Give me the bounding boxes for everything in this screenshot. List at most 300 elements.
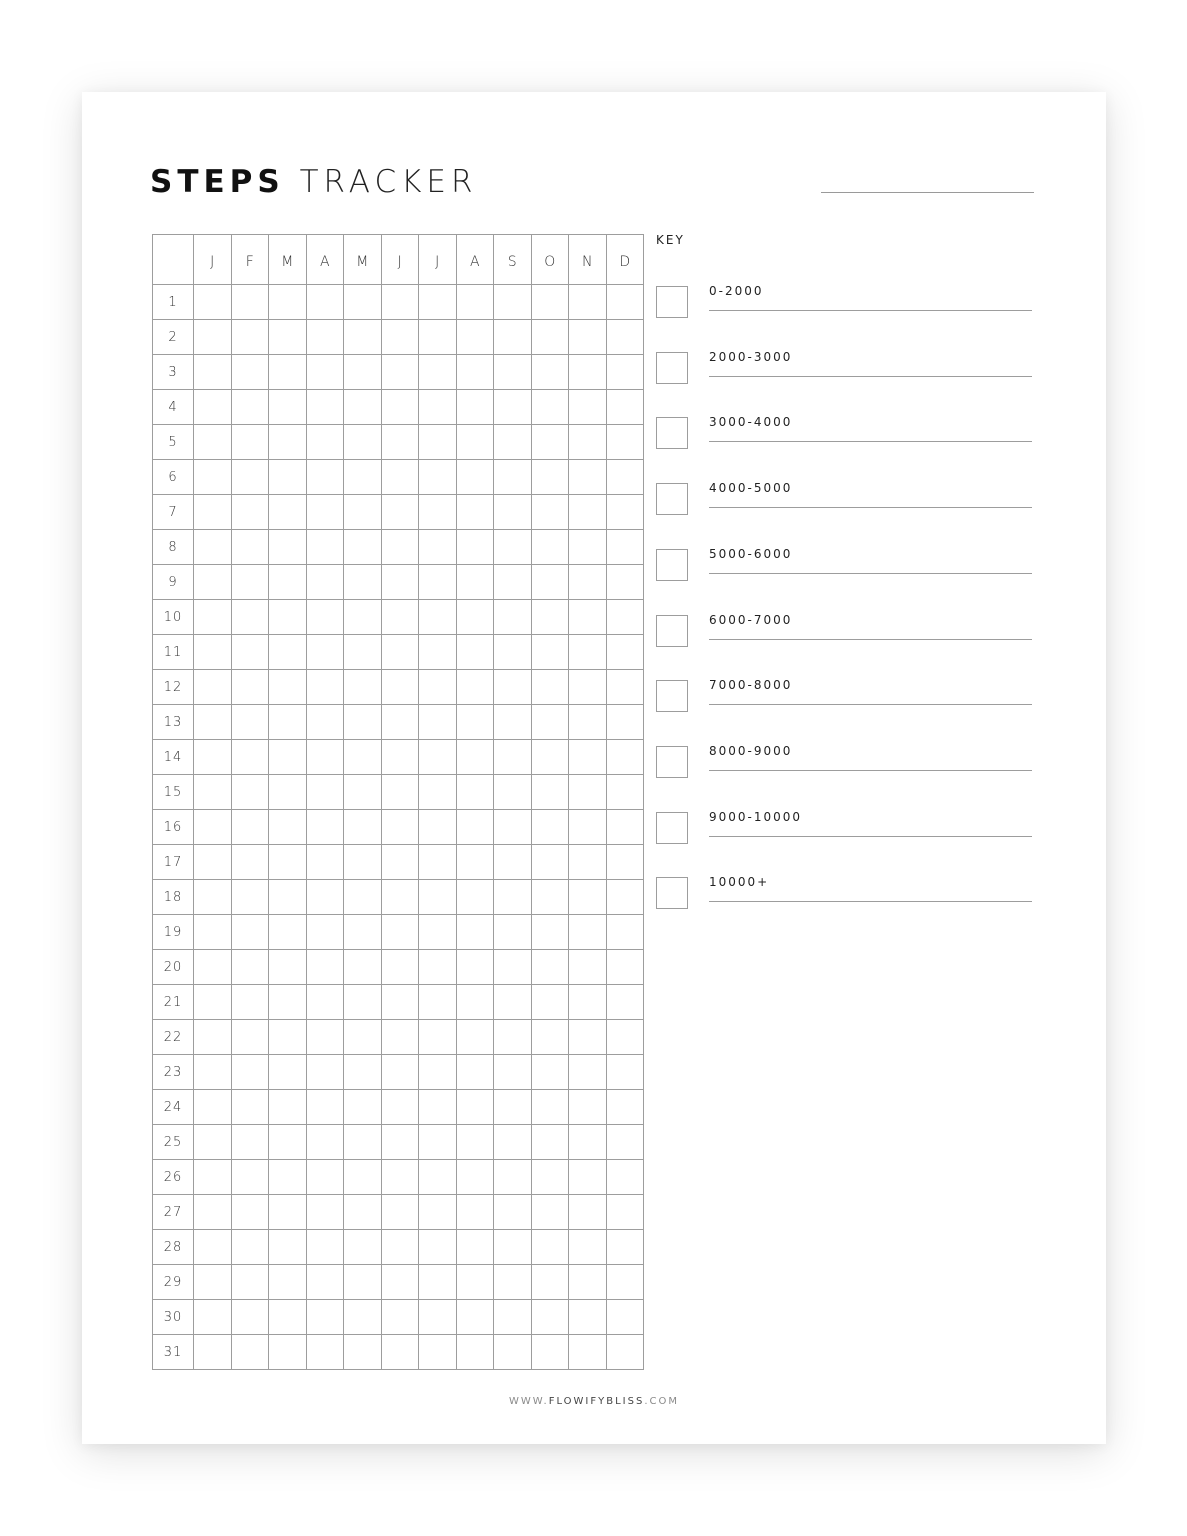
tracker-cell[interactable] — [306, 845, 344, 880]
tracker-cell[interactable] — [231, 775, 269, 810]
tracker-cell[interactable] — [569, 1160, 607, 1195]
tracker-cell[interactable] — [381, 1335, 419, 1370]
tracker-cell[interactable] — [569, 740, 607, 775]
tracker-cell[interactable] — [419, 740, 457, 775]
tracker-cell[interactable] — [231, 670, 269, 705]
tracker-cell[interactable] — [231, 460, 269, 495]
tracker-cell[interactable] — [344, 740, 382, 775]
tracker-cell[interactable] — [494, 845, 532, 880]
tracker-cell[interactable] — [231, 1020, 269, 1055]
key-write-in-line[interactable] — [709, 507, 1032, 508]
tracker-cell[interactable] — [381, 1020, 419, 1055]
tracker-cell[interactable] — [306, 1090, 344, 1125]
tracker-cell[interactable] — [306, 740, 344, 775]
tracker-cell[interactable] — [344, 355, 382, 390]
tracker-cell[interactable] — [456, 670, 494, 705]
key-color-box[interactable] — [656, 483, 688, 515]
tracker-cell[interactable] — [344, 600, 382, 635]
tracker-cell[interactable] — [419, 1265, 457, 1300]
tracker-cell[interactable] — [381, 1230, 419, 1265]
tracker-cell[interactable] — [231, 1055, 269, 1090]
tracker-cell[interactable] — [456, 425, 494, 460]
key-write-in-line[interactable] — [709, 376, 1032, 377]
tracker-cell[interactable] — [419, 565, 457, 600]
tracker-cell[interactable] — [306, 1125, 344, 1160]
tracker-cell[interactable] — [531, 425, 569, 460]
tracker-cell[interactable] — [419, 845, 457, 880]
tracker-cell[interactable] — [569, 1195, 607, 1230]
tracker-cell[interactable] — [194, 565, 232, 600]
tracker-cell[interactable] — [306, 1300, 344, 1335]
tracker-cell[interactable] — [344, 915, 382, 950]
tracker-cell[interactable] — [569, 425, 607, 460]
tracker-cell[interactable] — [456, 985, 494, 1020]
key-color-box[interactable] — [656, 812, 688, 844]
tracker-cell[interactable] — [456, 285, 494, 320]
tracker-cell[interactable] — [606, 810, 644, 845]
tracker-cell[interactable] — [531, 1055, 569, 1090]
tracker-cell[interactable] — [269, 740, 307, 775]
tracker-cell[interactable] — [606, 565, 644, 600]
tracker-cell[interactable] — [381, 390, 419, 425]
key-write-in-line[interactable] — [709, 441, 1032, 442]
tracker-cell[interactable] — [344, 1055, 382, 1090]
tracker-cell[interactable] — [456, 880, 494, 915]
tracker-cell[interactable] — [419, 600, 457, 635]
tracker-cell[interactable] — [531, 1090, 569, 1125]
tracker-cell[interactable] — [569, 915, 607, 950]
tracker-cell[interactable] — [419, 1125, 457, 1160]
tracker-cell[interactable] — [344, 1300, 382, 1335]
tracker-cell[interactable] — [494, 635, 532, 670]
tracker-cell[interactable] — [606, 1125, 644, 1160]
tracker-cell[interactable] — [269, 985, 307, 1020]
tracker-cell[interactable] — [606, 635, 644, 670]
tracker-cell[interactable] — [494, 1300, 532, 1335]
key-write-in-line[interactable] — [709, 573, 1032, 574]
tracker-cell[interactable] — [606, 1335, 644, 1370]
tracker-cell[interactable] — [306, 810, 344, 845]
tracker-cell[interactable] — [344, 880, 382, 915]
tracker-cell[interactable] — [419, 1055, 457, 1090]
tracker-cell[interactable] — [194, 985, 232, 1020]
tracker-cell[interactable] — [456, 810, 494, 845]
tracker-cell[interactable] — [456, 320, 494, 355]
tracker-cell[interactable] — [194, 740, 232, 775]
tracker-cell[interactable] — [494, 915, 532, 950]
tracker-cell[interactable] — [381, 565, 419, 600]
tracker-cell[interactable] — [269, 775, 307, 810]
tracker-cell[interactable] — [494, 530, 532, 565]
tracker-cell[interactable] — [606, 1265, 644, 1300]
tracker-cell[interactable] — [456, 530, 494, 565]
tracker-cell[interactable] — [194, 600, 232, 635]
tracker-cell[interactable] — [194, 320, 232, 355]
key-write-in-line[interactable] — [709, 901, 1032, 902]
tracker-cell[interactable] — [269, 285, 307, 320]
tracker-cell[interactable] — [231, 1090, 269, 1125]
tracker-cell[interactable] — [269, 530, 307, 565]
tracker-cell[interactable] — [269, 1090, 307, 1125]
tracker-cell[interactable] — [419, 390, 457, 425]
tracker-cell[interactable] — [344, 530, 382, 565]
tracker-cell[interactable] — [269, 670, 307, 705]
name-write-in-line[interactable] — [821, 192, 1034, 193]
tracker-cell[interactable] — [606, 775, 644, 810]
tracker-cell[interactable] — [494, 425, 532, 460]
tracker-cell[interactable] — [569, 635, 607, 670]
tracker-cell[interactable] — [569, 565, 607, 600]
tracker-cell[interactable] — [569, 495, 607, 530]
tracker-cell[interactable] — [231, 1125, 269, 1160]
tracker-cell[interactable] — [569, 1020, 607, 1055]
tracker-cell[interactable] — [456, 915, 494, 950]
tracker-cell[interactable] — [494, 495, 532, 530]
tracker-cell[interactable] — [269, 845, 307, 880]
tracker-cell[interactable] — [381, 460, 419, 495]
tracker-cell[interactable] — [531, 635, 569, 670]
tracker-cell[interactable] — [531, 530, 569, 565]
tracker-cell[interactable] — [194, 950, 232, 985]
tracker-cell[interactable] — [231, 1265, 269, 1300]
tracker-cell[interactable] — [381, 1090, 419, 1125]
tracker-cell[interactable] — [531, 845, 569, 880]
tracker-cell[interactable] — [531, 985, 569, 1020]
tracker-cell[interactable] — [456, 600, 494, 635]
tracker-cell[interactable] — [269, 1125, 307, 1160]
tracker-cell[interactable] — [344, 285, 382, 320]
tracker-cell[interactable] — [531, 1160, 569, 1195]
tracker-cell[interactable] — [419, 1230, 457, 1265]
tracker-cell[interactable] — [569, 880, 607, 915]
tracker-cell[interactable] — [381, 1125, 419, 1160]
tracker-cell[interactable] — [194, 1055, 232, 1090]
key-color-box[interactable] — [656, 417, 688, 449]
tracker-cell[interactable] — [456, 495, 494, 530]
key-write-in-line[interactable] — [709, 836, 1032, 837]
tracker-cell[interactable] — [606, 285, 644, 320]
tracker-cell[interactable] — [344, 705, 382, 740]
tracker-cell[interactable] — [269, 495, 307, 530]
tracker-cell[interactable] — [456, 1265, 494, 1300]
tracker-cell[interactable] — [306, 425, 344, 460]
tracker-cell[interactable] — [531, 670, 569, 705]
tracker-cell[interactable] — [194, 915, 232, 950]
tracker-cell[interactable] — [419, 635, 457, 670]
tracker-cell[interactable] — [494, 1125, 532, 1160]
tracker-cell[interactable] — [231, 600, 269, 635]
tracker-cell[interactable] — [606, 355, 644, 390]
tracker-cell[interactable] — [231, 530, 269, 565]
tracker-cell[interactable] — [306, 1160, 344, 1195]
tracker-cell[interactable] — [306, 880, 344, 915]
tracker-cell[interactable] — [494, 390, 532, 425]
key-write-in-line[interactable] — [709, 639, 1032, 640]
tracker-cell[interactable] — [381, 1160, 419, 1195]
tracker-cell[interactable] — [344, 950, 382, 985]
tracker-cell[interactable] — [344, 320, 382, 355]
tracker-cell[interactable] — [569, 285, 607, 320]
tracker-cell[interactable] — [419, 670, 457, 705]
tracker-cell[interactable] — [269, 1195, 307, 1230]
tracker-cell[interactable] — [269, 565, 307, 600]
tracker-cell[interactable] — [381, 775, 419, 810]
tracker-cell[interactable] — [569, 530, 607, 565]
tracker-cell[interactable] — [344, 1195, 382, 1230]
tracker-cell[interactable] — [269, 1020, 307, 1055]
tracker-cell[interactable] — [531, 915, 569, 950]
tracker-cell[interactable] — [494, 1020, 532, 1055]
tracker-cell[interactable] — [269, 810, 307, 845]
tracker-cell[interactable] — [606, 845, 644, 880]
tracker-cell[interactable] — [456, 1335, 494, 1370]
tracker-cell[interactable] — [419, 950, 457, 985]
tracker-cell[interactable] — [494, 1055, 532, 1090]
tracker-cell[interactable] — [606, 740, 644, 775]
tracker-cell[interactable] — [456, 1300, 494, 1335]
tracker-cell[interactable] — [344, 845, 382, 880]
tracker-cell[interactable] — [456, 740, 494, 775]
tracker-cell[interactable] — [381, 915, 419, 950]
tracker-cell[interactable] — [381, 495, 419, 530]
tracker-cell[interactable] — [494, 285, 532, 320]
key-write-in-line[interactable] — [709, 704, 1032, 705]
tracker-cell[interactable] — [494, 600, 532, 635]
tracker-cell[interactable] — [494, 1230, 532, 1265]
tracker-cell[interactable] — [269, 915, 307, 950]
tracker-cell[interactable] — [419, 495, 457, 530]
tracker-cell[interactable] — [456, 1230, 494, 1265]
tracker-cell[interactable] — [494, 1195, 532, 1230]
tracker-cell[interactable] — [494, 1090, 532, 1125]
tracker-cell[interactable] — [231, 705, 269, 740]
tracker-cell[interactable] — [306, 285, 344, 320]
tracker-cell[interactable] — [194, 845, 232, 880]
tracker-cell[interactable] — [606, 950, 644, 985]
tracker-cell[interactable] — [419, 1300, 457, 1335]
tracker-cell[interactable] — [306, 530, 344, 565]
tracker-cell[interactable] — [494, 1160, 532, 1195]
tracker-cell[interactable] — [231, 845, 269, 880]
tracker-cell[interactable] — [531, 285, 569, 320]
tracker-cell[interactable] — [531, 495, 569, 530]
tracker-cell[interactable] — [381, 1300, 419, 1335]
tracker-cell[interactable] — [531, 355, 569, 390]
tracker-cell[interactable] — [344, 1230, 382, 1265]
tracker-cell[interactable] — [306, 460, 344, 495]
tracker-cell[interactable] — [569, 985, 607, 1020]
tracker-cell[interactable] — [569, 1300, 607, 1335]
tracker-cell[interactable] — [456, 355, 494, 390]
tracker-cell[interactable] — [231, 1195, 269, 1230]
tracker-cell[interactable] — [344, 1090, 382, 1125]
tracker-cell[interactable] — [194, 1125, 232, 1160]
tracker-cell[interactable] — [231, 915, 269, 950]
tracker-cell[interactable] — [381, 530, 419, 565]
tracker-cell[interactable] — [231, 985, 269, 1020]
tracker-cell[interactable] — [194, 1160, 232, 1195]
tracker-cell[interactable] — [569, 1055, 607, 1090]
tracker-cell[interactable] — [569, 705, 607, 740]
tracker-cell[interactable] — [531, 390, 569, 425]
tracker-cell[interactable] — [419, 530, 457, 565]
tracker-cell[interactable] — [569, 355, 607, 390]
tracker-cell[interactable] — [269, 1230, 307, 1265]
tracker-cell[interactable] — [381, 845, 419, 880]
tracker-cell[interactable] — [419, 1020, 457, 1055]
tracker-cell[interactable] — [381, 600, 419, 635]
tracker-cell[interactable] — [306, 355, 344, 390]
tracker-cell[interactable] — [494, 1335, 532, 1370]
tracker-cell[interactable] — [419, 425, 457, 460]
tracker-cell[interactable] — [194, 1300, 232, 1335]
tracker-cell[interactable] — [494, 810, 532, 845]
key-color-box[interactable] — [656, 680, 688, 712]
tracker-cell[interactable] — [456, 775, 494, 810]
tracker-cell[interactable] — [456, 565, 494, 600]
tracker-cell[interactable] — [231, 1335, 269, 1370]
tracker-cell[interactable] — [569, 810, 607, 845]
tracker-cell[interactable] — [569, 670, 607, 705]
tracker-cell[interactable] — [194, 880, 232, 915]
tracker-cell[interactable] — [531, 1335, 569, 1370]
tracker-cell[interactable] — [231, 1160, 269, 1195]
tracker-cell[interactable] — [531, 1300, 569, 1335]
tracker-cell[interactable] — [344, 390, 382, 425]
tracker-cell[interactable] — [569, 845, 607, 880]
tracker-cell[interactable] — [569, 600, 607, 635]
tracker-cell[interactable] — [194, 285, 232, 320]
tracker-cell[interactable] — [306, 1335, 344, 1370]
tracker-cell[interactable] — [456, 950, 494, 985]
tracker-cell[interactable] — [344, 425, 382, 460]
tracker-cell[interactable] — [606, 1160, 644, 1195]
tracker-cell[interactable] — [231, 495, 269, 530]
tracker-cell[interactable] — [269, 705, 307, 740]
tracker-cell[interactable] — [269, 1160, 307, 1195]
tracker-cell[interactable] — [569, 1090, 607, 1125]
key-color-box[interactable] — [656, 286, 688, 318]
tracker-cell[interactable] — [344, 1160, 382, 1195]
tracker-cell[interactable] — [531, 775, 569, 810]
tracker-cell[interactable] — [381, 880, 419, 915]
tracker-cell[interactable] — [194, 775, 232, 810]
tracker-cell[interactable] — [419, 880, 457, 915]
tracker-cell[interactable] — [494, 985, 532, 1020]
tracker-cell[interactable] — [306, 600, 344, 635]
tracker-cell[interactable] — [606, 1020, 644, 1055]
tracker-cell[interactable] — [231, 950, 269, 985]
tracker-cell[interactable] — [531, 950, 569, 985]
tracker-cell[interactable] — [381, 740, 419, 775]
tracker-cell[interactable] — [456, 635, 494, 670]
tracker-cell[interactable] — [606, 495, 644, 530]
tracker-cell[interactable] — [419, 1090, 457, 1125]
tracker-cell[interactable] — [306, 985, 344, 1020]
tracker-cell[interactable] — [494, 880, 532, 915]
tracker-cell[interactable] — [569, 320, 607, 355]
tracker-cell[interactable] — [381, 670, 419, 705]
tracker-cell[interactable] — [456, 390, 494, 425]
tracker-cell[interactable] — [606, 1230, 644, 1265]
tracker-cell[interactable] — [531, 460, 569, 495]
tracker-cell[interactable] — [456, 1125, 494, 1160]
tracker-cell[interactable] — [344, 495, 382, 530]
tracker-cell[interactable] — [456, 1090, 494, 1125]
tracker-cell[interactable] — [194, 530, 232, 565]
tracker-cell[interactable] — [606, 705, 644, 740]
tracker-cell[interactable] — [531, 320, 569, 355]
tracker-cell[interactable] — [306, 950, 344, 985]
tracker-cell[interactable] — [494, 320, 532, 355]
tracker-cell[interactable] — [231, 285, 269, 320]
tracker-cell[interactable] — [194, 705, 232, 740]
tracker-cell[interactable] — [606, 1055, 644, 1090]
tracker-cell[interactable] — [194, 1230, 232, 1265]
tracker-cell[interactable] — [456, 845, 494, 880]
tracker-cell[interactable] — [344, 775, 382, 810]
tracker-cell[interactable] — [381, 810, 419, 845]
tracker-cell[interactable] — [494, 355, 532, 390]
tracker-cell[interactable] — [606, 985, 644, 1020]
key-color-box[interactable] — [656, 549, 688, 581]
tracker-cell[interactable] — [231, 810, 269, 845]
tracker-cell[interactable] — [531, 1195, 569, 1230]
tracker-cell[interactable] — [381, 705, 419, 740]
tracker-cell[interactable] — [344, 1265, 382, 1300]
tracker-cell[interactable] — [381, 1055, 419, 1090]
tracker-cell[interactable] — [194, 390, 232, 425]
tracker-cell[interactable] — [306, 1230, 344, 1265]
tracker-cell[interactable] — [531, 1230, 569, 1265]
tracker-cell[interactable] — [381, 320, 419, 355]
tracker-cell[interactable] — [269, 460, 307, 495]
tracker-cell[interactable] — [419, 1160, 457, 1195]
tracker-cell[interactable] — [194, 1020, 232, 1055]
tracker-cell[interactable] — [344, 635, 382, 670]
tracker-cell[interactable] — [194, 670, 232, 705]
tracker-cell[interactable] — [306, 1195, 344, 1230]
tracker-cell[interactable] — [381, 355, 419, 390]
tracker-cell[interactable] — [606, 460, 644, 495]
tracker-cell[interactable] — [606, 425, 644, 460]
key-color-box[interactable] — [656, 352, 688, 384]
tracker-cell[interactable] — [494, 705, 532, 740]
tracker-cell[interactable] — [231, 1300, 269, 1335]
tracker-cell[interactable] — [569, 390, 607, 425]
tracker-cell[interactable] — [606, 320, 644, 355]
tracker-cell[interactable] — [531, 880, 569, 915]
tracker-cell[interactable] — [269, 600, 307, 635]
tracker-cell[interactable] — [569, 775, 607, 810]
tracker-cell[interactable] — [381, 950, 419, 985]
tracker-cell[interactable] — [194, 1195, 232, 1230]
tracker-cell[interactable] — [194, 425, 232, 460]
tracker-cell[interactable] — [269, 1335, 307, 1370]
tracker-cell[interactable] — [494, 565, 532, 600]
tracker-cell[interactable] — [569, 460, 607, 495]
tracker-cell[interactable] — [306, 670, 344, 705]
tracker-cell[interactable] — [269, 1055, 307, 1090]
tracker-cell[interactable] — [531, 740, 569, 775]
tracker-cell[interactable] — [531, 600, 569, 635]
tracker-cell[interactable] — [531, 565, 569, 600]
tracker-cell[interactable] — [606, 670, 644, 705]
tracker-cell[interactable] — [231, 635, 269, 670]
tracker-cell[interactable] — [531, 1265, 569, 1300]
tracker-cell[interactable] — [606, 915, 644, 950]
tracker-cell[interactable] — [494, 740, 532, 775]
